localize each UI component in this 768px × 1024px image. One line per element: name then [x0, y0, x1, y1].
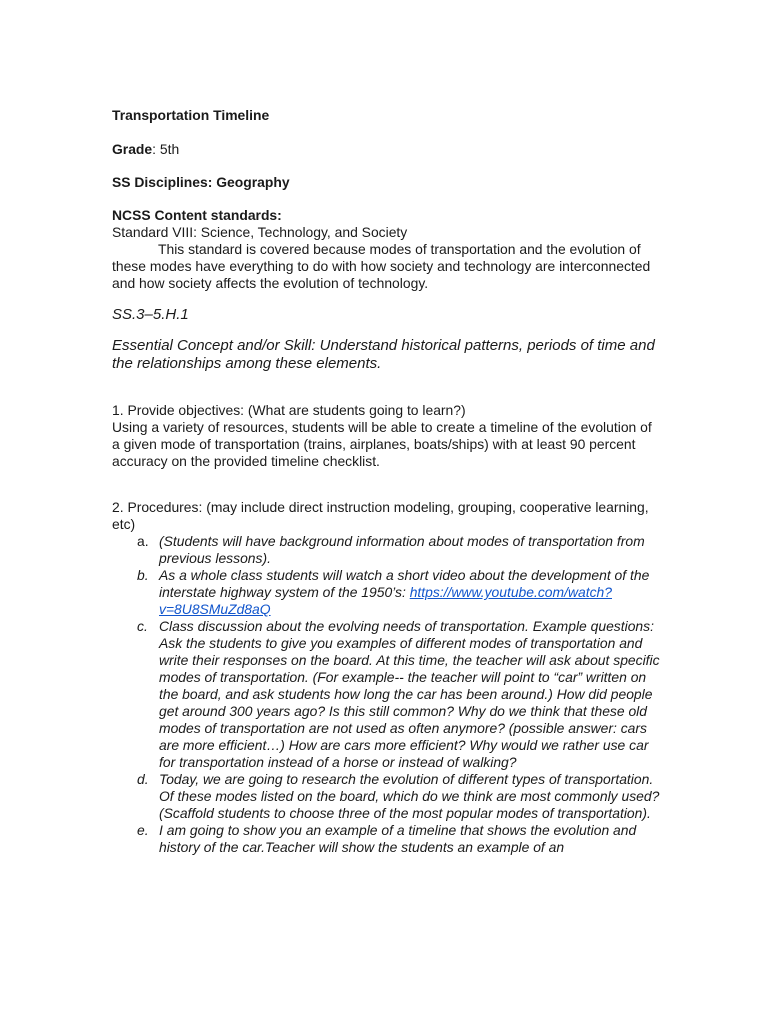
document-title: Transportation Timeline	[112, 107, 270, 123]
objectives-heading: 1. Provide objectives: (What are students going to learn?)	[112, 402, 466, 418]
list-marker: a.	[137, 533, 149, 549]
list-item-text: Today, we are going to research the evolution of different types of transportation. Of these modes listed on the board, which do we think are most commonly used? (Scaffold students to choose three of the most popular modes of transportation).	[159, 771, 660, 821]
essential-concept: Essential Concept and/or Skill: Understand historical patterns, periods of time and the relationships among these elements.	[112, 337, 655, 372]
list-item	[112, 618, 660, 771]
procedures-heading: 2. Procedures: (may include direct instruction modeling, grouping, cooperative learning, etc)	[112, 499, 649, 532]
standard-paragraph: This standard is covered because modes of transportation and the evolution of these modes have everything to do with how society and technology are interconnected and how society affects the evolution of technology.	[112, 241, 651, 291]
list-item	[112, 567, 660, 618]
disciplines-heading: SS Disciplines: Geography	[112, 174, 290, 190]
list-marker: c.	[137, 618, 148, 634]
grade-label: Grade	[112, 141, 153, 157]
list-item	[112, 533, 660, 567]
list-item	[112, 771, 660, 822]
lesson-plan-content	[112, 107, 660, 856]
list-item	[112, 822, 660, 856]
list-marker: b.	[137, 567, 149, 583]
list-marker: d.	[137, 771, 149, 787]
procedures-list	[112, 533, 660, 856]
procedures-section	[112, 499, 660, 856]
objectives-text: Using a variety of resources, students will be able to create a timeline of the evolution of a given mode of transportation (trains, airplanes, boats/ships) with at least 90 percent accuracy on the provided timeline checklist.	[112, 419, 652, 469]
grade-value: : 5th	[152, 141, 180, 157]
ncss-heading: NCSS Content standards:	[112, 207, 282, 223]
list-item-text: Class discussion about the evolving needs of transportation. Example questions: Ask the students to give you examples of different modes of transportation and write their responses on the board. At this time, the teacher will ask about specific modes of transportation. (For example-- the teacher will point to “car” written on the board, and ask students how long the car has been around.) How did people get around 300 years ago? Is this still common? Why do we think that these old modes of transportation are not used as often anymore? (possible answer: cars are more efficient…) How are cars more efficient? Why would we rather use car for transportation instead of a horse or instead of walking?	[159, 618, 660, 770]
grade-line	[112, 141, 660, 158]
list-item-text: As a whole class students will watch a short video about the development of the interstate highway system of the 1950’s:	[159, 567, 650, 600]
ss-code: SS.3–5.H.1	[112, 306, 189, 323]
list-item-text: (Students will have background information about modes of transportation from previous lessons).	[159, 533, 645, 566]
standard-line: Standard VIII: Science, Technology, and Society	[112, 224, 408, 240]
video-link[interactable]: https://www.youtube.com/watch?v=8U8SMuZd8aQ	[159, 584, 612, 617]
list-item-text: I am going to show you an example of a timeline that shows the evolution and history of the car.Teacher will show the students an example of an	[159, 822, 637, 855]
objectives-section	[112, 402, 660, 470]
list-marker: e.	[137, 822, 149, 838]
